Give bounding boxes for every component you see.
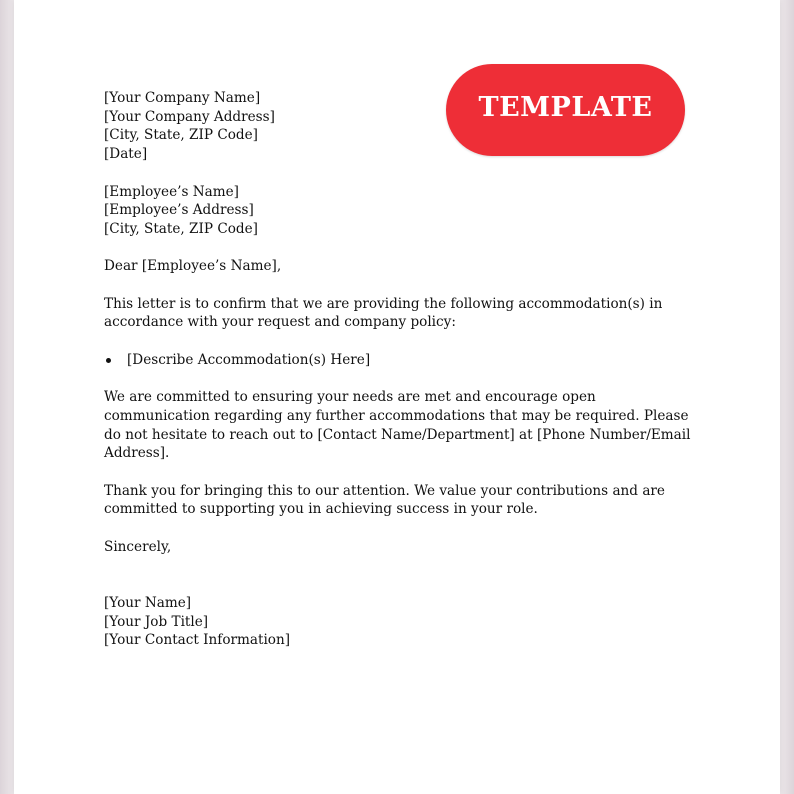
intro-paragraph: This letter is to confirm that we are providing the following accommodation(s) in accordance with your request and company policy: [104,295,663,331]
sender-company-name: [Your Company Name] [104,90,261,106]
closing: Sincerely, [104,538,172,555]
spacer [104,463,704,482]
recipient-address-block [104,183,704,239]
spacer [104,519,704,538]
sender-address-block [104,89,704,164]
signature-job-title: [Your Job Title] [104,613,209,630]
signature-spacer [104,556,704,593]
letter-body [104,89,704,650]
background-left-edge [0,0,14,794]
recipient-name: [Employee’s Name] [104,183,239,200]
signature-block [104,594,704,650]
thanks-paragraph: Thank you for bringing this to our attention. We value your contributions and are committed to supporting you in achieving success in your role. [104,482,665,518]
letter-page [14,0,780,794]
salutation: Dear [Employee’s Name], [104,258,282,275]
spacer [104,332,704,351]
template-badge-label: TEMPLATE [478,91,653,123]
list-item [104,351,704,370]
commitment-paragraph: We are committed to ensuring your needs are met and encourage open communication regarding any further accommodations that may be required. Please do not hesitate to reach out to [Contact Name/Department] at [Phone Number/Email Address]. [104,389,691,462]
sender-city-state-zip: [City, State, ZIP Code] [104,127,258,144]
signature-contact-info: [Your Contact Information] [104,632,291,649]
spacer [104,164,704,183]
signature-name: [Your Name] [104,594,192,611]
spacer [104,276,704,295]
accommodation-item: [Describe Accommodation(s) Here] [127,351,371,368]
sender-company-address: [Your Company Address] [104,108,275,125]
recipient-address: [Employee’s Address] [104,202,254,219]
background-right-edge [780,0,794,794]
recipient-city-state-zip: [City, State, ZIP Code] [104,220,258,237]
spacer [104,369,704,388]
spacer [104,239,704,258]
letter-date: [Date] [104,146,148,163]
